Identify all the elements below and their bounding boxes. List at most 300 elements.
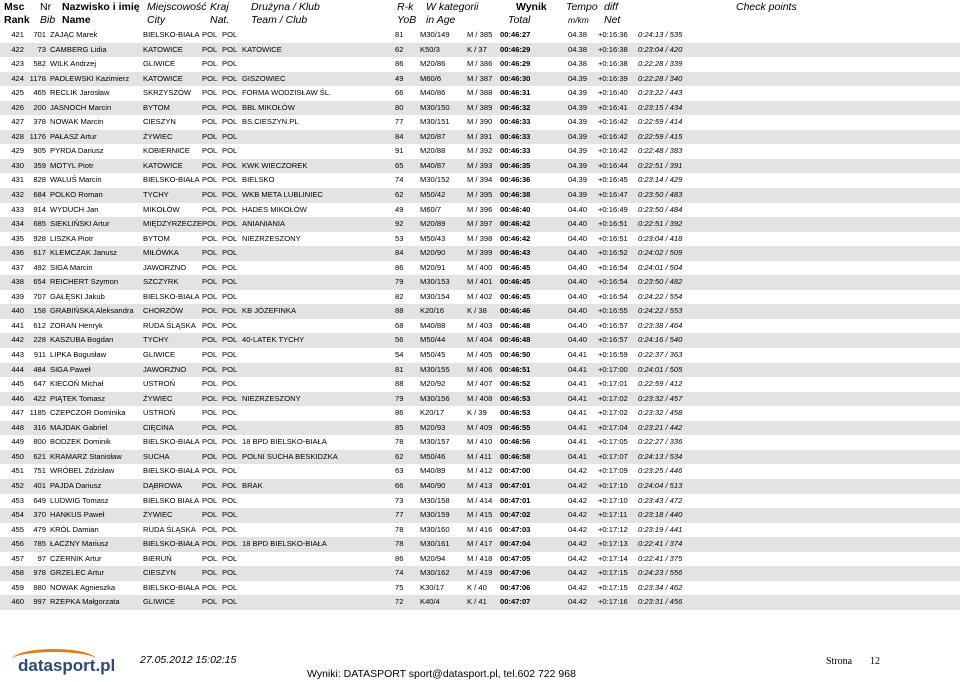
name-cell: SIGA Marcin: [50, 262, 93, 272]
city-cell: BIERUŃ: [143, 553, 172, 563]
team-cell: 18 BPD BIELSKO-BIAŁA: [242, 539, 327, 549]
age-rank-cell: M / 385: [467, 30, 493, 39]
total-cell: 00:46:31: [500, 88, 531, 98]
diff-cell: +0:16:42: [598, 131, 628, 141]
rank-cell: 437: [11, 262, 24, 272]
yob-cell: 86: [395, 408, 404, 418]
yob-cell: 62: [395, 44, 404, 54]
logo-text: datasport.pl: [18, 656, 116, 675]
header-age-pl: W kategorii: [426, 1, 479, 13]
name-cell: MAJDAK Gabriel: [50, 422, 108, 432]
age-rank-cell: M / 419: [467, 568, 493, 578]
city-cell: ŻYWIEC: [143, 510, 173, 520]
tempo-cell: 04.39: [568, 131, 588, 141]
tempo-cell: 04.41: [568, 451, 588, 461]
bib-cell: 911: [33, 350, 46, 360]
yob-cell: 84: [395, 248, 404, 258]
rank-cell: 425: [11, 88, 24, 98]
diff-cell: +0:16:57: [598, 335, 628, 345]
rank-cell: 440: [11, 306, 24, 316]
rank-cell: 453: [11, 495, 24, 505]
nat-cell: POL: [202, 510, 218, 520]
city-cell: GLIWICE: [143, 597, 176, 607]
table-row: [0, 144, 960, 159]
bib-cell: 928: [33, 233, 46, 243]
print-date: 27.05.2012 15:02:15: [140, 654, 237, 666]
table-row: [0, 246, 960, 261]
name-cell: WYDUCH Jan: [50, 204, 99, 214]
total-cell: 00:46:33: [500, 131, 531, 141]
tempo-cell: 04.39: [568, 160, 588, 170]
net-cell: 0:24:01 / 504: [638, 262, 683, 272]
name-cell: JASNOCH Marcin: [50, 102, 112, 112]
category-cell: M20/88: [420, 146, 446, 156]
name-cell: REICHERT Szymon: [50, 277, 119, 287]
table-row: [0, 159, 960, 174]
bib-cell: 828: [33, 175, 46, 185]
age-rank-cell: M / 405: [467, 350, 493, 360]
age-rank-cell: M / 387: [467, 73, 493, 83]
table-row: [0, 421, 960, 436]
rank-cell: 458: [11, 568, 24, 578]
header-name: Name: [62, 14, 91, 26]
yob-cell: 78: [395, 524, 404, 534]
rank-cell: 445: [11, 379, 24, 389]
age-rank-cell: M / 399: [467, 248, 493, 258]
bib-cell: 617: [33, 248, 46, 258]
city-cell: SZCZYRK: [143, 277, 179, 287]
total-cell: 00:47:04: [500, 539, 531, 549]
nat2-cell: POL: [222, 451, 238, 461]
diff-cell: +0:16:54: [598, 277, 628, 287]
header-total: Total: [508, 14, 531, 26]
nat2-cell: POL: [222, 146, 238, 156]
age-rank-cell: M / 393: [467, 160, 493, 170]
nat2-cell: POL: [222, 553, 238, 563]
total-cell: 00:47:07: [500, 597, 531, 607]
total-cell: 00:46:48: [500, 320, 531, 330]
table-header: [0, 0, 960, 28]
net-cell: 0:22:28 / 340: [638, 73, 683, 83]
rank-cell: 444: [11, 364, 24, 374]
city-cell: GLIWICE: [143, 59, 176, 69]
bib-cell: 707: [33, 291, 46, 301]
header-age: in Age: [426, 14, 456, 26]
total-cell: 00:46:27: [500, 30, 531, 39]
yob-cell: 84: [395, 131, 404, 141]
category-cell: M40/88: [420, 320, 446, 330]
net-cell: 0:23:15 / 434: [638, 102, 683, 112]
age-rank-cell: M / 400: [467, 262, 493, 272]
team-cell: BS.CIESZYN.PL: [242, 117, 299, 127]
header-diff: diff: [604, 1, 619, 13]
name-cell: GRZELEC Artur: [50, 568, 105, 578]
diff-cell: +0:16:42: [598, 117, 628, 127]
nat-cell: POL: [202, 480, 218, 490]
age-rank-cell: K / 37: [467, 44, 487, 54]
nat2-cell: POL: [222, 117, 238, 127]
city-cell: TYCHY: [143, 335, 169, 345]
tempo-cell: 04.42: [568, 480, 588, 490]
header-nat: Nat.: [210, 14, 230, 26]
city-cell: BIELSKO-BIAŁA: [143, 175, 200, 185]
bib-cell: 228: [33, 335, 46, 345]
city-cell: MIKOŁÓW: [143, 204, 180, 214]
bib-cell: 621: [33, 451, 46, 461]
category-cell: M30/151: [420, 117, 450, 127]
diff-cell: +0:16:51: [598, 219, 628, 229]
city-cell: USTROŃ: [143, 379, 176, 389]
bib-cell: 492: [33, 262, 46, 272]
name-cell: LIPKA Bogusław: [50, 350, 107, 360]
tempo-cell: 04.40: [568, 320, 588, 330]
diff-cell: +0:17:14: [598, 553, 628, 563]
tempo-cell: 04.39: [568, 102, 588, 112]
nat2-cell: POL: [222, 335, 238, 345]
nat2-cell: POL: [222, 422, 238, 432]
net-cell: 0:22:41 / 375: [638, 553, 683, 563]
diff-cell: +0:16:42: [598, 146, 628, 156]
nat-cell: POL: [202, 102, 218, 112]
table-row: [0, 581, 960, 596]
header-rank: Rank: [4, 14, 30, 26]
tempo-cell: 04.40: [568, 248, 588, 258]
net-cell: 0:24:22 / 554: [638, 291, 683, 301]
age-rank-cell: M / 397: [467, 219, 493, 229]
header-city-pl: Miejscowość: [147, 1, 207, 13]
total-cell: 00:46:38: [500, 190, 531, 200]
category-cell: M30/158: [420, 495, 450, 505]
net-cell: 0:24:22 / 553: [638, 306, 683, 316]
age-rank-cell: M / 388: [467, 88, 493, 98]
rank-cell: 422: [11, 44, 24, 54]
diff-cell: +0:17:01: [598, 379, 628, 389]
tempo-cell: 04.39: [568, 190, 588, 200]
name-cell: PYRDA Dariusz: [50, 146, 104, 156]
rank-cell: 459: [11, 582, 24, 592]
net-cell: 0:22:59 / 415: [638, 131, 683, 141]
team-cell: 18 BPD BIELSKO-BIAŁA: [242, 437, 327, 447]
category-cell: M30/152: [420, 175, 450, 185]
yob-cell: 68: [395, 320, 404, 330]
total-cell: 00:46:52: [500, 379, 531, 389]
rank-cell: 443: [11, 350, 24, 360]
results-table: [0, 28, 960, 610]
yob-cell: 78: [395, 539, 404, 549]
diff-cell: +0:16:40: [598, 88, 628, 98]
category-cell: M50/45: [420, 350, 446, 360]
table-row: [0, 319, 960, 334]
team-cell: FORMA WODZISŁAW ŚL.: [242, 88, 332, 98]
tempo-cell: 04.42: [568, 582, 588, 592]
yob-cell: 73: [395, 495, 404, 505]
rank-cell: 439: [11, 291, 24, 301]
diff-cell: +0:17:02: [598, 408, 628, 418]
tempo-cell: 04.40: [568, 204, 588, 214]
age-rank-cell: M / 394: [467, 175, 493, 185]
tempo-cell: 04.42: [568, 597, 588, 607]
nat2-cell: POL: [222, 277, 238, 287]
age-rank-cell: M / 417: [467, 539, 493, 549]
nat2-cell: POL: [222, 190, 238, 200]
bib-cell: 612: [33, 320, 46, 330]
name-cell: WILK Andrzej: [50, 59, 97, 69]
yob-cell: 49: [395, 204, 404, 214]
bib-cell: 465: [33, 88, 46, 98]
bib-cell: 684: [33, 190, 46, 200]
city-cell: CIĘCINA: [143, 422, 174, 432]
net-cell: 0:23:14 / 429: [638, 175, 683, 185]
rank-cell: 434: [11, 219, 24, 229]
header-team: Team / Club: [251, 14, 308, 26]
category-cell: K20/16: [420, 306, 445, 316]
table-row: [0, 290, 960, 305]
yob-cell: 66: [395, 88, 404, 98]
rank-cell: 427: [11, 117, 24, 127]
nat-cell: POL: [202, 568, 218, 578]
diff-cell: +0:16:41: [598, 102, 628, 112]
net-cell: 0:24:02 / 509: [638, 248, 683, 258]
bib-cell: 370: [33, 510, 46, 520]
name-cell: POLKO Roman: [50, 190, 103, 200]
age-rank-cell: M / 402: [467, 291, 493, 301]
age-rank-cell: M / 415: [467, 510, 493, 520]
rank-cell: 431: [11, 175, 24, 185]
table-row: [0, 406, 960, 421]
team-cell: BIELSKO: [242, 175, 275, 185]
tempo-cell: 04.40: [568, 262, 588, 272]
city-cell: KATOWICE: [143, 44, 183, 54]
nat2-cell: POL: [222, 408, 238, 418]
city-cell: JAWORZNO: [143, 262, 187, 272]
rank-cell: 460: [11, 597, 24, 607]
tempo-cell: 04.41: [568, 393, 588, 403]
age-rank-cell: K / 40: [467, 582, 487, 592]
category-cell: M30/156: [420, 393, 450, 403]
total-cell: 00:46:58: [500, 451, 531, 461]
age-rank-cell: M / 395: [467, 190, 493, 200]
city-cell: ŻYWIEC: [143, 393, 173, 403]
tempo-cell: 04.40: [568, 306, 588, 316]
city-cell: JAWORZNO: [143, 364, 187, 374]
age-rank-cell: M / 403: [467, 320, 493, 330]
nat-cell: POL: [202, 160, 218, 170]
age-rank-cell: M / 390: [467, 117, 493, 127]
net-cell: 0:23:38 / 464: [638, 320, 683, 330]
rank-cell: 433: [11, 204, 24, 214]
diff-cell: +0:16:44: [598, 160, 628, 170]
tempo-cell: 04.39: [568, 88, 588, 98]
yob-cell: 79: [395, 277, 404, 287]
diff-cell: +0:17:16: [598, 597, 628, 607]
page-label: Strona: [826, 656, 853, 667]
nat-cell: POL: [202, 190, 218, 200]
net-cell: 0:23:04 / 418: [638, 233, 683, 243]
table-row: [0, 101, 960, 116]
tempo-cell: 04.42: [568, 495, 588, 505]
tempo-cell: 04.41: [568, 364, 588, 374]
diff-cell: +0:16:45: [598, 175, 628, 185]
name-cell: BODZEK Dominik: [50, 437, 111, 447]
net-cell: 0:23:22 / 443: [638, 88, 683, 98]
total-cell: 00:47:03: [500, 524, 531, 534]
city-cell: KOBIERNICE: [143, 146, 190, 156]
yob-cell: 56: [395, 335, 404, 345]
diff-cell: +0:16:55: [598, 306, 628, 316]
rank-cell: 455: [11, 524, 24, 534]
diff-cell: +0:16:36: [598, 30, 628, 39]
name-cell: NOWAK Marcin: [50, 117, 104, 127]
rank-cell: 429: [11, 146, 24, 156]
diff-cell: +0:17:15: [598, 568, 628, 578]
category-cell: M30/161: [420, 539, 450, 549]
tempo-cell: 04.38: [568, 59, 588, 69]
nat2-cell: POL: [222, 597, 238, 607]
net-cell: 0:23:43 / 472: [638, 495, 683, 505]
nat-cell: POL: [202, 291, 218, 301]
diff-cell: +0:16:59: [598, 350, 628, 360]
rank-cell: 446: [11, 393, 24, 403]
name-cell: KRAMARZ Stanisław: [50, 451, 122, 461]
net-cell: 0:22:28 / 339: [638, 59, 683, 69]
team-cell: HADES MIKOŁÓW: [242, 204, 307, 214]
net-cell: 0:23:32 / 457: [638, 393, 683, 403]
total-cell: 00:46:53: [500, 393, 531, 403]
total-cell: 00:46:32: [500, 102, 531, 112]
category-cell: M30/159: [420, 510, 450, 520]
age-rank-cell: M / 413: [467, 480, 493, 490]
rank-cell: 449: [11, 437, 24, 447]
bib-cell: 685: [33, 219, 46, 229]
nat2-cell: POL: [222, 524, 238, 534]
diff-cell: +0:17:10: [598, 495, 628, 505]
age-rank-cell: M / 398: [467, 233, 493, 243]
yob-cell: 81: [395, 364, 404, 374]
nat2-cell: POL: [222, 379, 238, 389]
diff-cell: +0:17:10: [598, 480, 628, 490]
name-cell: CZEPCZOR Dominika: [50, 408, 126, 418]
total-cell: 00:46:42: [500, 233, 531, 243]
age-rank-cell: M / 412: [467, 466, 493, 476]
bib-cell: 582: [33, 59, 46, 69]
category-cell: K40/4: [420, 597, 440, 607]
total-cell: 00:47:06: [500, 568, 531, 578]
category-cell: M20/89: [420, 219, 446, 229]
rank-cell: 436: [11, 248, 24, 258]
age-rank-cell: M / 389: [467, 102, 493, 112]
city-cell: ŻYWIEC: [143, 131, 173, 141]
tempo-cell: 04.42: [568, 524, 588, 534]
net-cell: 0:23:50 / 482: [638, 277, 683, 287]
nat2-cell: POL: [222, 219, 238, 229]
nat2-cell: POL: [222, 160, 238, 170]
table-row: [0, 566, 960, 581]
net-cell: 0:24:13 / 535: [638, 30, 683, 39]
category-cell: M50/43: [420, 233, 446, 243]
name-cell: GAŁĘSKI Jakub: [50, 291, 105, 301]
rank-cell: 442: [11, 335, 24, 345]
bib-cell: 158: [33, 306, 46, 316]
table-row: [0, 57, 960, 72]
header-checkpoints: Check points: [736, 1, 797, 13]
city-cell: BIELSKO-BIAŁA: [143, 466, 200, 476]
yob-cell: 77: [395, 510, 404, 520]
nat-cell: POL: [202, 597, 218, 607]
net-cell: 0:22:48 / 383: [638, 146, 683, 156]
city-cell: CIESZYN: [143, 117, 176, 127]
bib-cell: 479: [33, 524, 46, 534]
net-cell: 0:24:23 / 556: [638, 568, 683, 578]
bib-cell: 359: [33, 160, 46, 170]
bib-cell: 316: [33, 422, 46, 432]
nat2-cell: POL: [222, 248, 238, 258]
diff-cell: +0:17:07: [598, 451, 628, 461]
header-nat-pl: Kraj: [210, 1, 229, 13]
bib-cell: 1185: [29, 408, 46, 418]
rank-cell: 438: [11, 277, 24, 287]
header-msc: Msc: [4, 1, 25, 13]
name-cell: RZEPKA Małgorzata: [50, 597, 120, 607]
city-cell: TYCHY: [143, 190, 169, 200]
tempo-cell: 04.40: [568, 219, 588, 229]
nat-cell: POL: [202, 422, 218, 432]
bib-cell: 701: [33, 30, 46, 39]
tempo-cell: 04.42: [568, 466, 588, 476]
tempo-cell: 04.38: [568, 30, 588, 39]
diff-cell: +0:16:39: [598, 73, 628, 83]
nat2-cell: POL: [222, 233, 238, 243]
age-rank-cell: M / 404: [467, 335, 493, 345]
total-cell: 00:47:01: [500, 480, 531, 490]
tempo-cell: 04.41: [568, 408, 588, 418]
age-rank-cell: M / 408: [467, 393, 493, 403]
city-cell: BIELSKO-BIAŁA: [143, 582, 200, 592]
header-total-pl: Wynik: [516, 1, 547, 13]
city-cell: CIESZYN: [143, 568, 176, 578]
yob-cell: 49: [395, 73, 404, 83]
nat-cell: POL: [202, 219, 218, 229]
nat2-cell: POL: [222, 539, 238, 549]
name-cell: WALUŚ Marcin: [50, 175, 102, 185]
name-cell: LUDWIG Tomasz: [50, 495, 109, 505]
age-rank-cell: M / 410: [467, 437, 493, 447]
category-cell: M30/154: [420, 291, 450, 301]
total-cell: 00:46:45: [500, 291, 531, 301]
category-cell: M20/87: [420, 131, 446, 141]
net-cell: 0:23:25 / 446: [638, 466, 683, 476]
header-bib: Bib: [40, 14, 56, 26]
bib-cell: 73: [37, 44, 46, 54]
city-cell: USTROŃ: [143, 408, 176, 418]
table-row: [0, 115, 960, 130]
tempo-cell: 04.39: [568, 175, 588, 185]
bib-cell: 997: [33, 597, 46, 607]
yob-cell: 53: [395, 233, 404, 243]
total-cell: 00:47:05: [500, 553, 531, 563]
name-cell: KIECOŃ Michał: [50, 379, 104, 389]
table-row: [0, 203, 960, 218]
total-cell: 00:46:48: [500, 335, 531, 345]
age-rank-cell: M / 386: [467, 59, 493, 69]
category-cell: M20/93: [420, 422, 446, 432]
diff-cell: +0:16:49: [598, 204, 628, 214]
nat2-cell: POL: [222, 568, 238, 578]
rank-cell: 441: [11, 320, 24, 330]
total-cell: 00:46:42: [500, 219, 531, 229]
name-cell: ŁACZNY Mariusz: [50, 539, 109, 549]
rank-cell: 456: [11, 539, 24, 549]
net-cell: 0:22:37 / 363: [638, 350, 683, 360]
